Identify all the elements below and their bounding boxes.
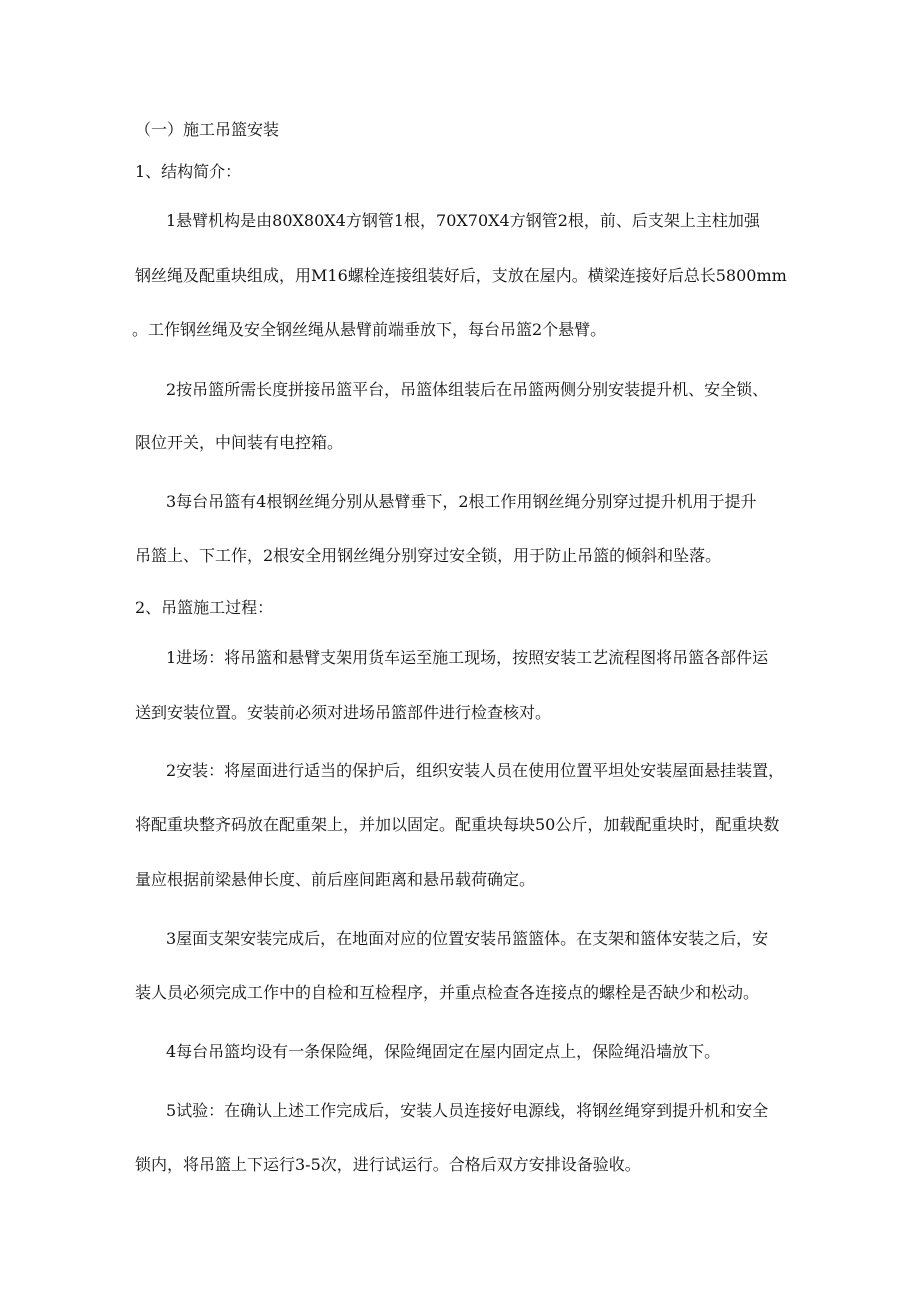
part2-heading: 2、吊篮施工过程：: [135, 598, 274, 617]
part1-para1-line2: 钢丝绳及配重块组成，用M16螺栓连接组装好后，支放在屋内。横梁连接好后总长5800mm: [135, 266, 787, 285]
part1-para2-line2: 限位开关，中间装有电控箱。: [135, 433, 344, 452]
part1-para1-line1: 1悬臂机构是由80X80X4方钢管1根，70X70X4方钢管2根，前、后支架上主柱加强: [166, 211, 760, 230]
part1-heading: 1、结构简介：: [135, 162, 242, 181]
part1-para2-line1: 2按吊篮所需长度拼接吊篮平台，吊篮体组装后在吊篮两侧分别安装提升机、安全锁、: [166, 380, 769, 399]
part2-para5-line1: 5试验：在确认上述工作完成后，安装人员连接好电源线，将钢丝绳穿到提升机和安全: [166, 1101, 769, 1120]
part2-para1-line2: 送到安装位置。安装前必须对进场吊篮部件进行检查核对。: [135, 703, 552, 722]
part2-para3-line2: 装人员必须完成工作中的自检和互检程序，并重点检查各连接点的螺栓是否缺少和松动。: [135, 983, 760, 1002]
section-title: （一）施工吊篮安装: [135, 120, 280, 139]
part1-para1-line3: 。工作钢丝绳及安全钢丝绳从悬臂前端垂放下，每台吊篮2个悬臂。: [132, 320, 607, 339]
part2-para2-line3: 量应根据前梁悬伸长度、前后座间距离和悬吊载荷确定。: [135, 870, 536, 889]
part2-para4-line1: 4每台吊篮均设有一条保险绳，保险绳固定在屋内固定点上，保险绳沿墙放下。: [166, 1042, 721, 1061]
part2-para2-line2: 将配重块整齐码放在配重架上，并加以固定。配重块每块50公斤，加载配重块时，配重块数: [135, 815, 780, 834]
part1-para3-line2: 吊篮上、下工作，2根安全用钢丝绳分别穿过安全锁，用于防止吊篮的倾斜和坠落。: [135, 546, 722, 565]
part1-para3-line1: 3每台吊篮有4根钢丝绳分别从悬臂垂下，2根工作用钢丝绳分别穿过提升机用于提升: [166, 492, 757, 511]
part2-para5-line2: 锁内，将吊篮上下运行3-5次，进行试运行。合格后双方安排设备验收。: [135, 1155, 641, 1174]
part2-para2-line1: 2安装：将屋面进行适当的保护后，组织安装人员在使用位置平坦处安装屋面悬挂装置，: [166, 761, 785, 780]
part2-para3-line1: 3屋面支架安装完成后，在地面对应的位置安装吊篮篮体。在支架和篮体安装之后，安: [166, 929, 769, 948]
part2-para1-line1: 1进场：将吊篮和悬臂支架用货车运至施工现场，按照安装工艺流程图将吊篮各部件运: [166, 648, 769, 667]
